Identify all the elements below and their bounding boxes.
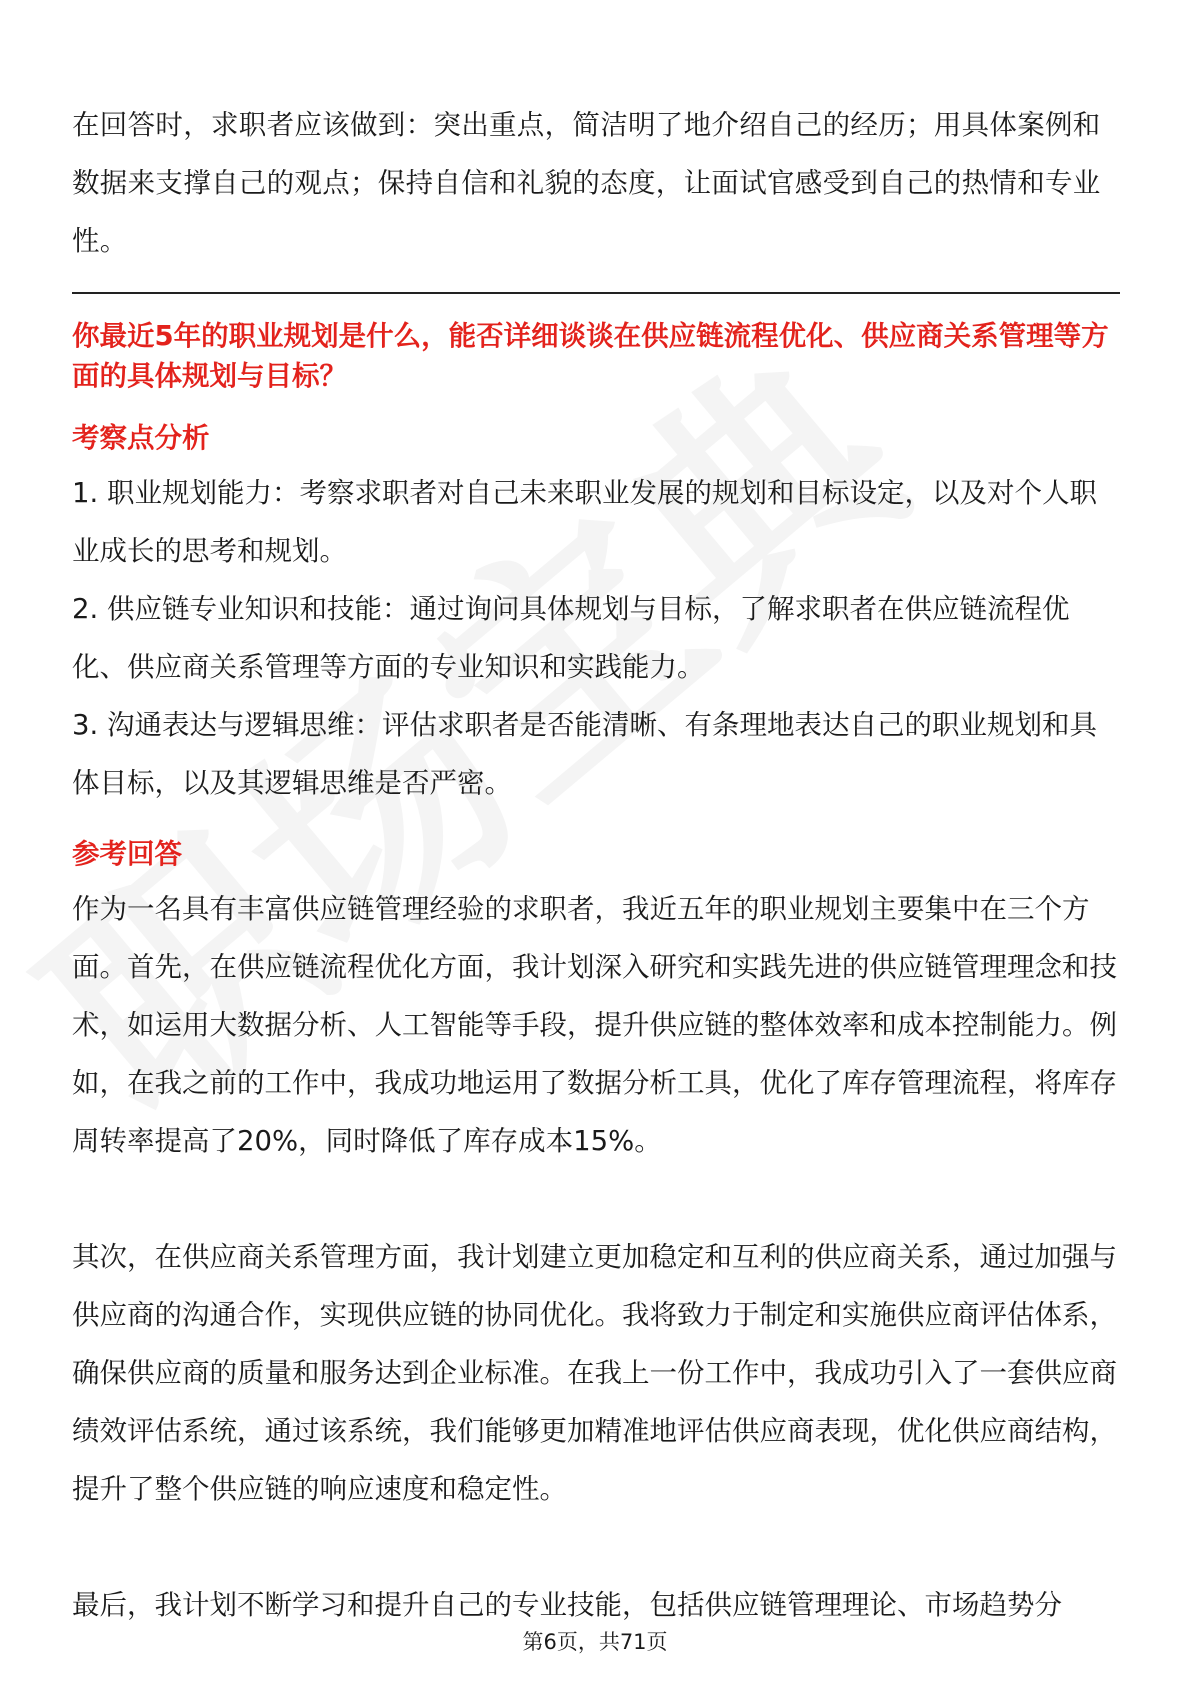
analysis-item: 1. 职业规划能力：考察求职者对自己未来职业发展的规划和目标设定，以及对个人职业成长的思考和规划。 (72, 477, 1097, 567)
answer-heading: 参考回答 (72, 838, 182, 870)
analysis-item: 3. 沟通表达与逻辑思维：评估求职者是否能清晰、有条理地表达自己的职业规划和具体目标，以及其逻辑思维是否严密。 (72, 709, 1097, 799)
answer-paragraph: 最后，我计划不断学习和提升自己的专业技能，包括供应链管理理论、市场趋势分 (72, 1589, 1062, 1621)
page-number: 第6页，共71页 (522, 1630, 668, 1654)
intro-paragraph: 在回答时，求职者应该做到：突出重点，简洁明了地介绍自己的经历；用具体案例和数据来支撑自己的观点；保持自信和礼貌的态度，让面试官感受到自己的热情和专业性。 (72, 109, 1101, 257)
paragraph-gap (72, 1518, 1120, 1576)
analysis-item: 2. 供应链专业知识和技能：通过询问具体规划与目标，了解求职者在供应链流程优化、供应商关系管理等方面的专业知识和实践能力。 (72, 593, 1070, 683)
question-heading: 你最近5年的职业规划是什么，能否详细谈谈在供应链流程优化、供应商关系管理等方面的具体规划与目标？ (72, 320, 1109, 392)
answer-paragraph: 其次，在供应商关系管理方面，我计划建立更加稳定和互利的供应商关系，通过加强与供应商的沟通合作，实现供应链的协同优化。我将致力于制定和实施供应商评估体系，确保供应商的质量和服务达到企业标准。在我上一份工作中，我成功引入了一套供应商绩效评估系统，通过该系统，我们能够更加精准地评估供应商表现，优化供应商结构，提升了整个供应链的响应速度和稳定性。 (72, 1241, 1117, 1505)
analysis-heading: 考察点分析 (72, 422, 210, 454)
document-body (72, 96, 1120, 1634)
paragraph-gap (72, 1170, 1120, 1228)
section-divider (72, 292, 1120, 294)
answer-paragraph: 作为一名具有丰富供应链管理经验的求职者，我近五年的职业规划主要集中在三个方面。首先，在供应链流程优化方面，我计划深入研究和实践先进的供应链管理理念和技术，如运用大数据分析、人工智能等手段，提升供应链的整体效率和成本控制能力。例如，在我之前的工作中，我成功地运用了数据分析工具，优化了库存管理流程，将库存周转率提高了20%，同时降低了库存成本15%。 (72, 893, 1117, 1157)
